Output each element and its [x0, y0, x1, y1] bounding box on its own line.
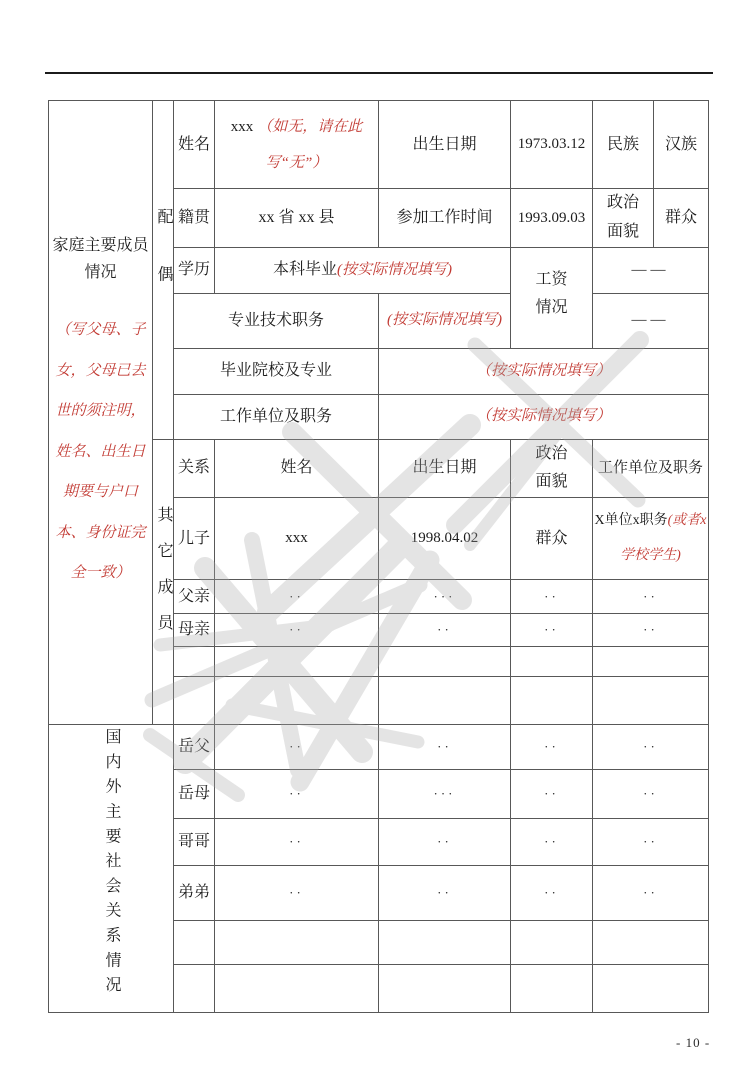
- education-value: [215, 247, 511, 293]
- social-birth: ··: [379, 819, 511, 866]
- member-relation: 父亲: [174, 580, 215, 614]
- header-rule: [45, 72, 713, 74]
- member-political: ··: [511, 614, 593, 647]
- social-birth: ···: [379, 770, 511, 819]
- social-relation: 岳母: [174, 770, 215, 819]
- member-relation: [174, 677, 215, 725]
- other-members-vertical-label-cell: [153, 439, 174, 725]
- member-work: [593, 677, 709, 725]
- social-political: ··: [511, 770, 593, 819]
- spouse-name-label: 姓名: [174, 101, 215, 189]
- social-name: ··: [215, 770, 379, 819]
- social-name: ··: [215, 866, 379, 921]
- member-work-text: X单位x职务: [594, 513, 668, 529]
- social-political: [511, 921, 593, 965]
- social-political: ··: [511, 866, 593, 921]
- member-name: ··: [215, 580, 379, 614]
- education-instruction: (按实际情况填写): [337, 262, 452, 279]
- social-birth: ··: [379, 725, 511, 770]
- social-birth: [379, 965, 511, 1013]
- family-title-line1: 家庭主要成员: [52, 236, 149, 254]
- table-row: [49, 101, 709, 189]
- tech-title-instruction: (按实际情况填写): [379, 293, 511, 348]
- education-label: 学历: [174, 247, 215, 293]
- social-political: ··: [511, 819, 593, 866]
- origin-label: 籍贯: [174, 189, 215, 248]
- social-relation: 岳父: [174, 725, 215, 770]
- social-relation: [174, 965, 215, 1013]
- ethnicity-value: 汉族: [654, 101, 709, 189]
- social-relation: 弟弟: [174, 866, 215, 921]
- other-members-vertical-label: 其它成员: [155, 505, 172, 650]
- social-name: ··: [215, 725, 379, 770]
- member-birth: 1998.04.02: [379, 498, 511, 580]
- social-work: ··: [593, 725, 709, 770]
- salary-label-cell: [511, 247, 593, 348]
- salary-label-text: 工资情况: [535, 270, 568, 317]
- social-section-label-cell: [49, 725, 174, 1013]
- social-work: ··: [593, 770, 709, 819]
- ethnicity-label: 民族: [593, 101, 654, 189]
- work-unit-label: 工作单位及职务: [174, 394, 379, 439]
- social-name: [215, 921, 379, 965]
- social-name: [215, 965, 379, 1013]
- spouse-name-value: [215, 101, 379, 189]
- social-section-title: 国内外主要社会关系情况: [103, 728, 120, 1002]
- family-section-label-cell: [49, 101, 153, 725]
- social-work: ··: [593, 819, 709, 866]
- member-relation: [174, 647, 215, 677]
- header-name: 姓名: [215, 439, 379, 498]
- header-relation: 关系: [174, 439, 215, 498]
- work-start-value: 1993.09.03: [511, 189, 593, 248]
- salary-dash-1: ——: [593, 247, 709, 293]
- member-work: ··: [593, 580, 709, 614]
- member-name: [215, 677, 379, 725]
- member-relation: 母亲: [174, 614, 215, 647]
- member-name: xxx: [215, 498, 379, 580]
- spouse-name-instruction: （如无，请在此写“无”）: [257, 119, 363, 171]
- family-section-note: （写父母、子女，父母已去世的须注明，姓名、出生日期要与户口本、身份证完全一致）: [55, 322, 146, 582]
- spouse-vertical-label: 配偶: [155, 208, 172, 324]
- social-political: [511, 965, 593, 1013]
- member-work: [593, 647, 709, 677]
- member-relation: 儿子: [174, 498, 215, 580]
- family-title-line2: 情况: [84, 263, 117, 281]
- member-birth: ··: [379, 614, 511, 647]
- header-birth: 出生日期: [379, 439, 511, 498]
- salary-dash-2: ——: [593, 293, 709, 348]
- member-name: [215, 647, 379, 677]
- social-relation: [174, 921, 215, 965]
- header-political-text: 政治面貌: [535, 444, 568, 491]
- header-political: [511, 439, 593, 498]
- social-work: [593, 965, 709, 1013]
- member-political: ··: [511, 580, 593, 614]
- spouse-vertical-label-cell: [153, 101, 174, 440]
- tech-title-label: 专业技术职务: [174, 293, 379, 348]
- social-name: ··: [215, 819, 379, 866]
- social-relation: 哥哥: [174, 819, 215, 866]
- school-label: 毕业院校及专业: [174, 348, 379, 394]
- dob-label: 出生日期: [379, 101, 511, 189]
- political-status-value: 群众: [654, 189, 709, 248]
- member-birth: [379, 647, 511, 677]
- member-political: 群众: [511, 498, 593, 580]
- social-birth: [379, 921, 511, 965]
- work-unit-instruction: （按实际情况填写）: [379, 394, 709, 439]
- social-political: ··: [511, 725, 593, 770]
- social-row-fatherinlaw: [49, 725, 709, 770]
- family-members-table: [48, 100, 709, 1013]
- member-political: [511, 677, 593, 725]
- member-political: [511, 647, 593, 677]
- member-work-instruction: (或者x学校学生): [620, 513, 707, 563]
- member-birth: ···: [379, 580, 511, 614]
- family-section-title: [51, 232, 150, 286]
- education-value-text: 本科毕业: [272, 261, 337, 279]
- work-start-label: 参加工作时间: [379, 189, 511, 248]
- spouse-name-text: xxx: [230, 119, 254, 136]
- school-instruction: （按实际情况填写）: [379, 348, 709, 394]
- member-name: ··: [215, 614, 379, 647]
- header-work: 工作单位及职务: [593, 439, 709, 498]
- social-birth: ··: [379, 866, 511, 921]
- member-birth: [379, 677, 511, 725]
- political-status-label: [593, 189, 654, 248]
- social-work: [593, 921, 709, 965]
- member-work: ··: [593, 614, 709, 647]
- origin-value: xx 省 xx 县: [215, 189, 379, 248]
- political-status-label-text: 政治面貌: [606, 194, 639, 240]
- member-work: [593, 498, 709, 580]
- social-work: ··: [593, 866, 709, 921]
- page-number: - 10 -: [676, 1035, 711, 1050]
- dob-value: 1973.03.12: [511, 101, 593, 189]
